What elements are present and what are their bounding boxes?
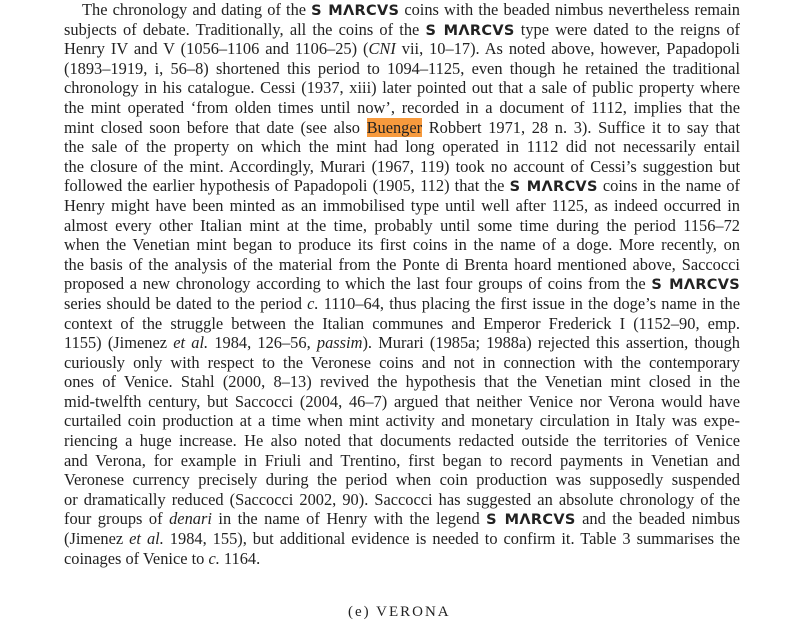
text-line-14: the basis of the analysis of the material from the Ponte di Brenta hoard mentioned above, Saccocci [64, 254, 740, 274]
legend-s-marcvs: S MΛRCVS [425, 22, 515, 39]
text-line-15: proposed a new chronology according to which the last four groups of coins from the S MΛRCVS [64, 274, 741, 294]
text-line-2: subjects of debate. Traditionally, all the coins of the S MΛRCVS type were dated to the reigns of [64, 19, 741, 39]
text-line-28: (Jimenez et al. 1984, 155), but additional evidence is needed to confirm it. Table 3 summarises the [64, 529, 740, 549]
text-line-16: series should be dated to the period c. 1110–64, thus placing the first issue in the doge’s name in the [64, 293, 741, 313]
text-line-18: 1155) (Jimenez et al. 1984, 126–56, passim). Murari (1985a; 1988a) rejected this assertion, though [64, 333, 740, 353]
text-line-22: curtailed coin production at a time when mint activity and monetary circulation in Italy was expe- [64, 411, 740, 431]
text-line-23: riencing a huge increase. He also noted that documents redacted outside the territories of Venice [64, 431, 740, 451]
text-line-24: and Verona, for example in Friuli and Trentino, first began to record payments in Venetian and [64, 450, 740, 470]
text-line-20: ones of Venice. Stahl (2000, 8–13) revived the hypothesis that the Venetian mint closed in the [64, 372, 740, 392]
text-line-12: almost every other Italian mint at the time, probably until some time during the period 1156–72 [64, 215, 740, 235]
legend-s-marcvs: S MΛRCVS [651, 277, 741, 294]
text-line-10: followed the earlier hypothesis of Papadopoli (1905, 112) that the S MΛRCVS coins in the name of [64, 176, 740, 196]
text-line-13: when the Venetian mint began to produce its first coins in the name of a doge. More recently, on [64, 235, 740, 255]
text-line-8: the sale of the property on which the mint had long operated in 1112 did not necessarily entail [64, 137, 740, 157]
text-line-17: context of the struggle between the Italian communes and Emperor Frederick I (1152–90, emp. [64, 313, 740, 333]
text-line-4: (1893–1919, i, 56–8) shortened this period to 1094–1125, even though he retained the traditional [64, 58, 740, 78]
text-line-3: Henry IV and V (1056–1106 and 1106–25) (CNI vii, 10–17). As noted above, however, Papadopoli [64, 39, 740, 59]
legend-s-marcvs: S MΛRCVS [311, 3, 400, 19]
highlighted-word[interactable]: Buenger [366, 117, 423, 137]
text-line-11: Henry might have been minted as an immobilised type until well after 1125, as indeed occurred in [64, 195, 740, 215]
document-page [64, 0, 740, 568]
text-line-19: curiously only with respect to the Veronese coins and not in connection with the contemporary [64, 352, 740, 372]
text-line-25: Veronese currency precisely during the period when coin production was supposedly suspended [64, 470, 740, 490]
text-line-29: coinages of Venice to c. 1164. [64, 548, 261, 568]
text-line-1: The chronology and dating of the S MΛRCVS coins with the beaded nimbus nevertheless remain [82, 0, 741, 19]
text-line-27: four groups of denari in the name of Henry with the legend S MΛRCVS and the beaded nimbus [64, 509, 740, 529]
text-line-21: mid-twelfth century, but Saccocci (2004, 46–7) argued that neither Venice nor Verona would have [64, 391, 740, 411]
section-heading-verona: (e) VERONA [348, 604, 451, 620]
legend-s-marcvs: S MΛRCVS [486, 512, 576, 529]
text-line-9: the closure of the mint. Accordingly, Murari (1967, 119) took no account of Cessi’s suggestion but [64, 156, 740, 176]
text-line-5: chronology in his catalogue. Cessi (1937, xiii) later pointed out that a sale of public property where [64, 78, 740, 98]
text-line-26: or dramatically reduced (Saccocci 2002, 90). Saccocci has suggested an absolute chronology of the [64, 489, 740, 509]
legend-s-marcvs: S MΛRCVS [509, 179, 598, 196]
text-line-7: mint closed soon before that date (see also Buenger Robbert 1971, 28 n. 3). Suffice it to say that [64, 117, 740, 137]
text-line-6: the mint operated ‘from olden times until now’, recorded in a document of 1112, implies that the [64, 97, 740, 117]
cni-citation: CNI [368, 39, 396, 59]
